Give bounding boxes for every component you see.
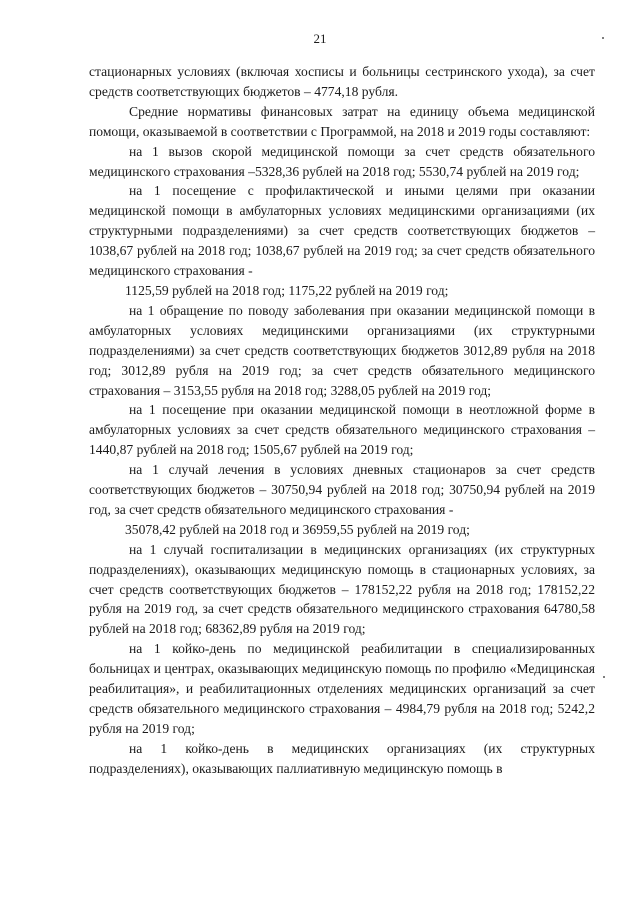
paragraph-hospice-continuation: стационарных условиях (включая хосписы и больницы сестринского ухода), за счет средств соответствующих бюджетов – 4774,18 рубля. bbox=[89, 64, 595, 99]
document-body bbox=[89, 62, 595, 779]
paragraph-preventive-visit: на 1 посещение с профилактической и иными целями при оказании медицинской помощи в амбулаторных условиях медицинскими организациями (их структурными подразделениями) за счет средств соответствующих бюджетов – 1038,67 рублей на 2018 год; 1038,67 рублей на 2019 год; за счет средств обязательного медицинского страхования - bbox=[89, 183, 595, 279]
paragraph-palliative-bed-day: на 1 койко-день в медицинских организациях (их структурных подразделениях), оказывающих паллиативную медицинскую помощь в bbox=[89, 740, 595, 776]
paragraph-hospitalization: на 1 случай госпитализации в медицинских организациях (их структурных подразделениях), оказывающих медицинскую помощь в стационарных условиях, за счет средств соответствующих бюджетов – 178152,22 рубля на 2018 год; 178152,22 рубля на 2019 год, за счет средств обязательного медицинского страхования 64780,58 рублей на 2018 год; 68362,89 рубля на 2019 год; bbox=[89, 541, 595, 637]
scan-speck bbox=[602, 37, 604, 39]
paragraph-average-norms-intro: Средние нормативы финансовых затрат на единицу объема медицинской помощи, оказываемой в соответствии с Программой, на 2018 и 2019 годы составляют: bbox=[89, 103, 595, 139]
page-number: 21 bbox=[313, 31, 327, 46]
scan-speck bbox=[603, 676, 605, 678]
paragraph-day-hospital: на 1 случай лечения в условиях дневных стационаров за счет средств соответствующих бюджетов – 30750,94 рублей на 2018 год; 30750,94 рублей на 2019 год, за счет средств обязательного медицинского страхования - bbox=[89, 462, 595, 517]
paragraph-ambulance-call: на 1 вызов скорой медицинской помощи за счет средств обязательного медицинского страхования –5328,36 рублей на 2018 год; 5530,74 рублей на 2019 год; bbox=[89, 143, 595, 179]
paragraph-urgent-visit: на 1 посещение при оказании медицинской помощи в неотложной форме в амбулаторных условиях за счет средств обязательного медицинского страхования – 1440,87 рублей на 2018 год; 1505,67 рублей на 2019 год; bbox=[89, 402, 595, 458]
paragraph-preventive-visit-values: 1125,59 рублей на 2018 год; 1175,22 рублей на 2019 год; bbox=[125, 282, 449, 298]
paragraph-rehabilitation-bed-day: на 1 койко-день по медицинской реабилитации в специализированных больницах и центрах, оказывающих медицинскую помощь по профилю «Медицинская реабилитация», и реабилитационных отделениях медицинских организаций за счет средств обязательного медицинского страхования – 4984,79 рубля на 2018 год; 5242,2 рубля на 2019 год; bbox=[89, 641, 595, 736]
paragraph-day-hospital-values: 35078,42 рублей на 2018 год и 36959,55 рублей на 2019 год; bbox=[125, 521, 470, 537]
paragraph-disease-appeal: на 1 обращение по поводу заболевания при оказании медицинской помощи в амбулаторных условиях медицинскими организациями (их структурными подразделениями) за счет средств соответствующих бюджетов 3012,89 рубля на 2018 год; 3012,89 рубля на 2019 год; за счет средств обязательного медицинского страхования – 3153,55 рубля на 2018 год; 3288,05 рублей на 2019 год; bbox=[89, 302, 595, 398]
